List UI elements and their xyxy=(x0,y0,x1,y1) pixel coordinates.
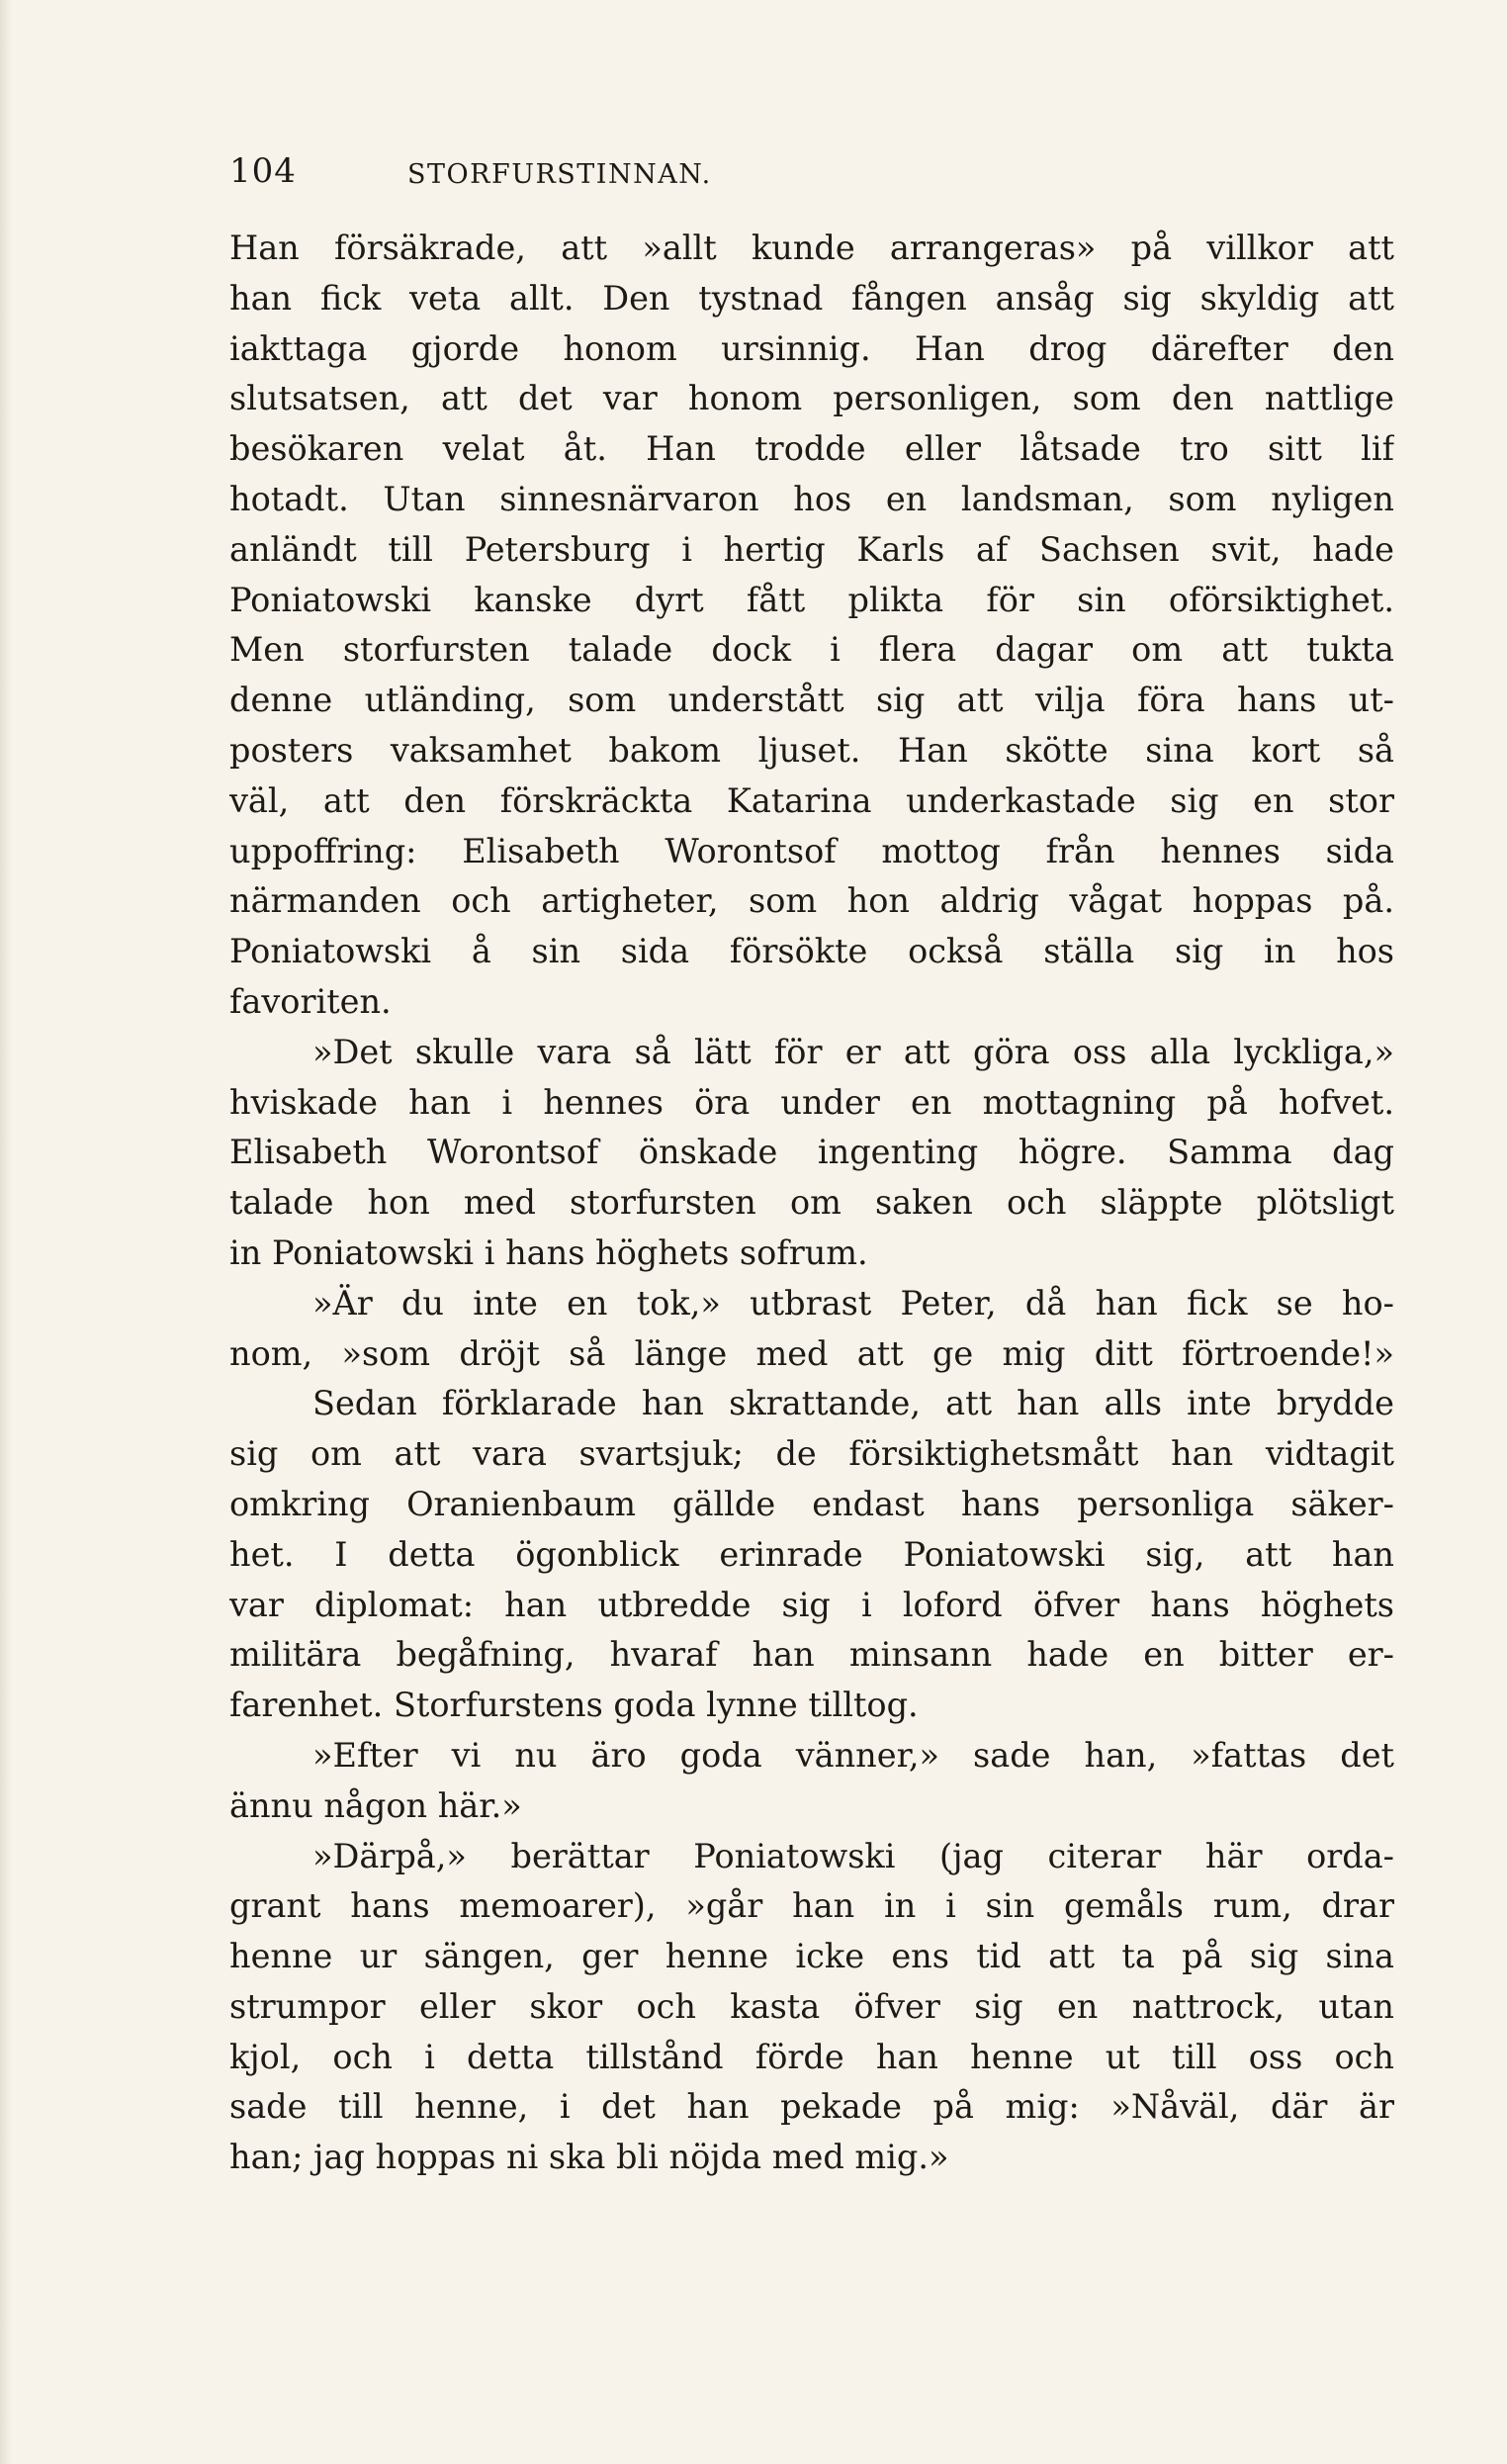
text-line: in Poniatowski i hans höghets sofrum. xyxy=(229,1232,868,1272)
text-line: favoriten. xyxy=(229,981,392,1021)
text-line: »Därpå,» berättar Poniatowski (jag citerar här orda- xyxy=(312,1836,1394,1875)
text-line: het. I detta ögonblick erinrade Poniatowski sig, att han xyxy=(229,1534,1394,1574)
text-line: Elisabeth Worontsof önskade ingenting högre. Samma dag xyxy=(229,1133,1394,1172)
text-line: sig om att vara svartsjuk; de försiktighetsmått han vidtagit xyxy=(229,1434,1394,1474)
text-line: »Efter vi nu äro goda vänner,» sade han, »fattas det xyxy=(312,1735,1394,1775)
text-line: ännu någon här.» xyxy=(229,1785,522,1825)
text-line: iakttaga gjorde honom ursinnig. Han drog därefter den xyxy=(229,328,1394,368)
text-line: Men storfursten talade dock i flera dagar om att tukta xyxy=(229,630,1394,670)
text-line: slutsatsen, att det var honom personligen, som den nattlige xyxy=(229,379,1394,418)
page-number: 104 xyxy=(229,151,297,191)
text-line: omkring Oranienbaum gällde endast hans personliga säker- xyxy=(229,1484,1394,1523)
text-line: hotadt. Utan sinnesnärvaron hos en landsman, som nyligen xyxy=(229,479,1394,518)
text-line: talade hon med storfursten om saken och släppte plötsligt xyxy=(229,1183,1394,1223)
text-line: farenhet. Storfurstens goda lynne tilltog. xyxy=(229,1686,919,1725)
text-line: »Det skulle vara så lätt för er att göra oss alla lyckliga,» xyxy=(312,1032,1394,1071)
text-line: väl, att den förskräckta Katarina underkastade sig en stor xyxy=(229,780,1394,820)
text-line: var diplomat: han utbredde sig i loford öfver hans höghets xyxy=(229,1585,1394,1624)
text-line: han fick veta allt. Den tystnad fången ansåg sig skyldig att xyxy=(229,278,1394,318)
text-line: närmanden och artigheter, som hon aldrig vågat hoppas på. xyxy=(229,881,1394,921)
text-line: grant hans memoarer), »går han in i sin gemåls rum, drar xyxy=(229,1886,1394,1926)
text-line: »Är du inte en tok,» utbrast Peter, då han fick se ho- xyxy=(312,1283,1394,1323)
text-line: posters vaksamhet bakom ljuset. Han skötte sina kort så xyxy=(229,730,1394,770)
text-line: hviskade han i hennes öra under en mottagning på hofvet. xyxy=(229,1082,1394,1122)
text-line: Han försäkrade, att »allt kunde arrangeras» på villkor att xyxy=(229,228,1394,267)
text-line: Poniatowski å sin sida försökte också ställa sig in hos xyxy=(229,932,1394,971)
body-text xyxy=(229,224,1394,2183)
running-title: STORFURSTINNAN. xyxy=(407,159,712,190)
text-line: sade till henne, i det han pekade på mig: »Nåväl, där är xyxy=(229,2087,1394,2127)
text-line: kjol, och i detta tillstånd förde han henne ut till oss och xyxy=(229,2037,1394,2076)
page-edge-shadow xyxy=(0,0,12,2464)
text-line: uppoffring: Elisabeth Worontsof mottog från hennes sida xyxy=(229,831,1394,870)
text-line: denne utländing, som understått sig att vilja föra hans ut- xyxy=(229,681,1394,720)
text-line: militära begåfning, hvaraf han minsann hade en bitter er- xyxy=(229,1635,1394,1675)
text-line: besökaren velat åt. Han trodde eller låtsade tro sitt lif xyxy=(229,429,1394,469)
text-line: anländt till Petersburg i hertig Karls af Sachsen svit, hade xyxy=(229,529,1394,569)
text-line: Sedan förklarade han skrattande, att han alls inte brydde xyxy=(312,1384,1394,1423)
text-line: strumpor eller skor och kasta öfver sig en nattrock, utan xyxy=(229,1986,1394,2026)
text-line: Poniatowski kanske dyrt fått plikta för sin oförsiktighet. xyxy=(229,580,1394,619)
text-line: han; jag hoppas ni ska bli nöjda med mig.» xyxy=(229,2138,949,2177)
page-header xyxy=(229,151,1396,199)
text-line: nom, »som dröjt så länge med att ge mig ditt förtroende!» xyxy=(229,1333,1394,1373)
text-line: henne ur sängen, ger henne icke ens tid att ta på sig sina xyxy=(229,1937,1394,1976)
